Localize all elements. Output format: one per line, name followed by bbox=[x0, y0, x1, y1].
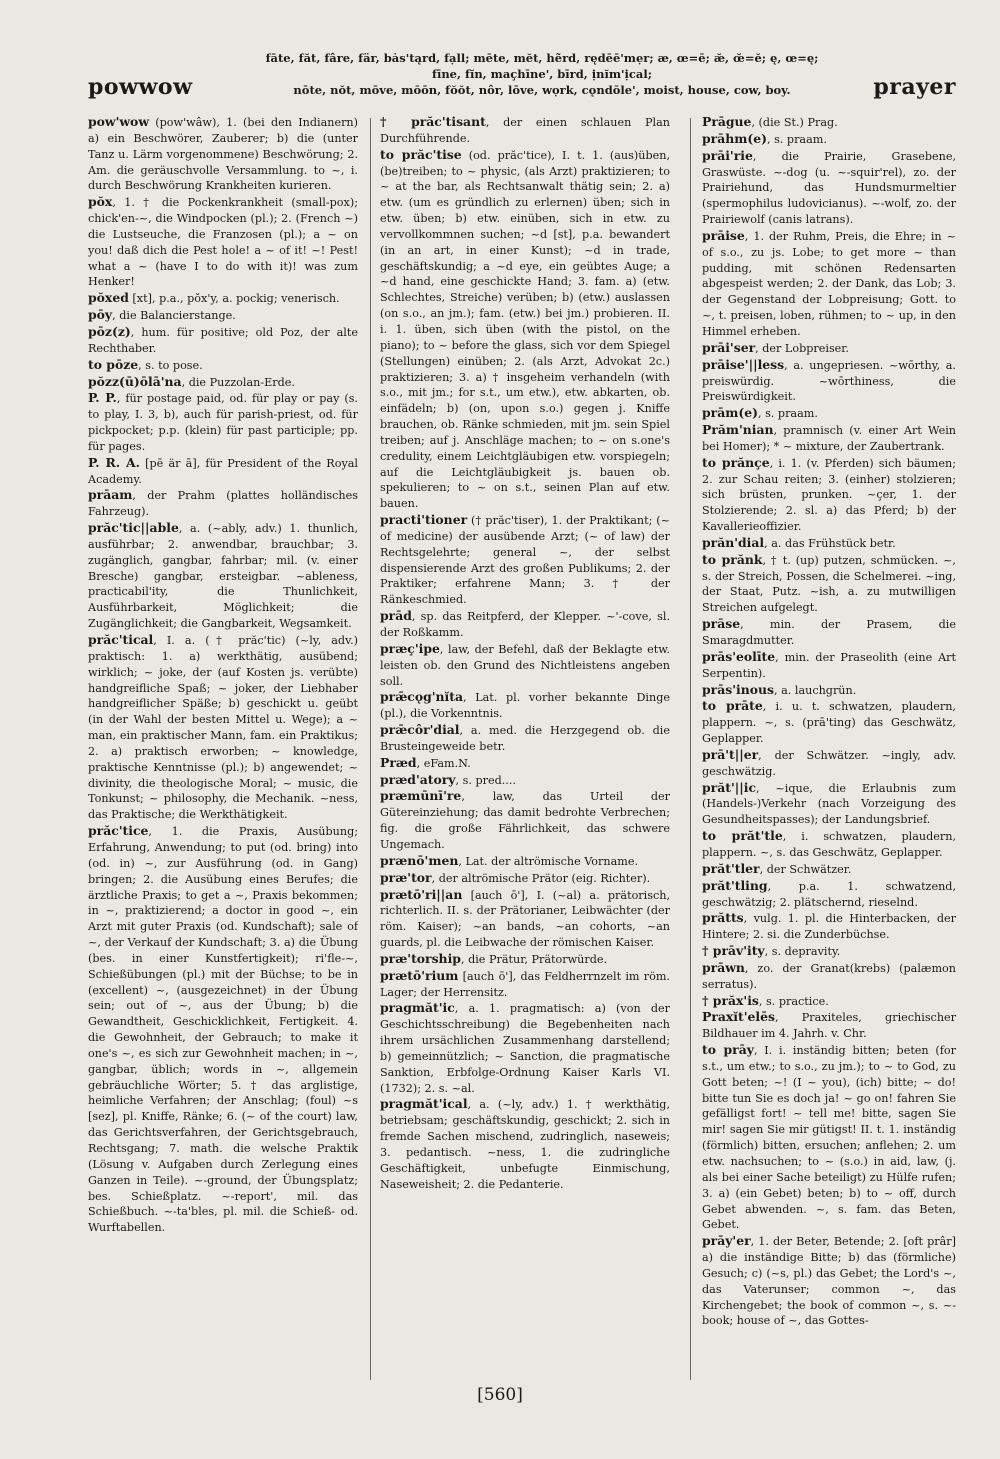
entry-headword: prāi'ser bbox=[702, 339, 756, 355]
dictionary-entry bbox=[702, 357, 956, 406]
entry-headword: to prăt'tle bbox=[702, 828, 783, 844]
dictionary-entry bbox=[380, 755, 670, 772]
entry-definition: , a. (~ably, adv.) 1. thunlich, ausführbar; 2. anwendbar, brauchbar; 3. zugänglich, gangbar, fahrbar; mil. (v. einer Bresche) gangbar, ersteigbar. ~ableness, practicabil'ity, die Thunlichkeit, Ausführbarkeit, Möglichkeit; die Zugänglichkeit; die Gangbarkeit, Wegsamkeit. bbox=[88, 522, 358, 631]
entry-headword: præd'atory bbox=[380, 771, 456, 787]
entry-headword: prās'inous bbox=[702, 681, 774, 697]
entry-definition: , i. u. t. schwatzen, plaudern, plappern. ~, s. (prā'ting) das Geschwätz, Geplapper. bbox=[702, 700, 956, 746]
entry-headword: prătts bbox=[702, 910, 744, 926]
entry-headword: prænō'men bbox=[380, 852, 459, 868]
dictionary-entry bbox=[380, 968, 670, 1001]
entry-headword: prăc'tic||able bbox=[88, 520, 179, 536]
entry-headword: Prāgue bbox=[702, 114, 752, 129]
entry-definition: , die Prätur, Prätorwürde. bbox=[460, 952, 608, 966]
entry-definition: , s. depravity. bbox=[764, 945, 841, 959]
dictionary-entry bbox=[88, 390, 358, 454]
entry-definition: , die Puzzolan-Erde. bbox=[181, 375, 295, 389]
entry-definition: , law, das Urteil der Gütereinziehung; das damit bedrohte Verbrechen; fig. die große Fährlichkeit, das schwere Ungemach. bbox=[380, 790, 670, 851]
entry-definition: , min. der Prasem, die Smaragdmutter. bbox=[702, 618, 956, 647]
entry-headword: † prăc'tisant bbox=[380, 114, 486, 129]
dictionary-entry bbox=[702, 422, 956, 455]
entry-headword: prǣcôr'dial bbox=[380, 722, 460, 738]
entry-definition: , I. a. († prăc'tic) (~ly, adv.) praktisch: 1. a) werkthätig, ausübend; wirklich; ~ joke, der (auf Kosten js. verübte) handgreifliche Spaß; ~ joker, der Liebhaber handgreiflicher Späße; b) geschickt u. geübt (in der Wahl der besten Mittel u. Wege); a ~ man, ein praktischer Mann, fam. ein Praktikus; 2. a) praktisch erworben; ~ knowledge, praktische Kenntnisse (pl.); b) angewendet; ~ divinity, die theologische Moral; ~ music, die Tonkunst; ~ philosophy, die Mechanik. ~ness, das Praktische; die Werkthätigkeit. bbox=[88, 634, 358, 822]
entry-definition: , a. med. die Herzgegend ob. die Brusteingeweide betr. bbox=[380, 724, 670, 753]
guide-word-left: powwow bbox=[88, 74, 193, 100]
dictionary-entry bbox=[88, 520, 358, 632]
dictionary-entry bbox=[702, 960, 956, 993]
entry-definition: , i. schwatzen, plaudern, plappern. ~, s. das Geschwätz, Geplapper. bbox=[702, 830, 956, 859]
entry-definition: , (die St.) Prag. bbox=[751, 116, 838, 129]
entry-definition: , sp. das Reitpferd, der Klepper. ~'-cove, sl. der Roßkamm. bbox=[380, 610, 670, 639]
dictionary-entry bbox=[702, 649, 956, 682]
entry-headword: prăn'dial bbox=[702, 534, 765, 550]
entry-headword: pragmăt'ical bbox=[380, 1096, 468, 1112]
entry-headword: to prăc'tise bbox=[380, 146, 462, 162]
entry-definition: , ~ique, die Erlaubnis zum (Handels-)Verkehr (nach Vorzeigung des Gesundheitspasses); der Landungsbrief. bbox=[702, 781, 956, 827]
dictionary-entry bbox=[380, 887, 670, 951]
entry-definition: , a. (~ly, adv.) 1. † werkthätig, betriebsam; geschäftskundig, geschickt; 2. sich in fremde Sachen mischend, zudringlich, naseweis; 3. pedantisch. ~ness, 1. die zudringliche Geschäftigkeit, unbefugte Einmischung, Naseweisheit; 2. die Pedanterie. bbox=[380, 1098, 670, 1191]
entry-headword: prāwn bbox=[702, 959, 745, 975]
entry-headword: practi'tioner bbox=[380, 512, 468, 528]
entry-definition: († prăc'tiser), 1. der Praktikant; (~ of medicine) der ausübende Arzt; (~ of law) der Rechtsgelehrte; general ~, der selbst dispensierende Arzt des großen Publikums; 2. der Praktiker; erfahrene Mann; 3. † der Ränkeschmied. bbox=[380, 514, 670, 607]
dictionary-entry bbox=[88, 487, 358, 520]
entry-headword: prætō'rium bbox=[380, 967, 459, 983]
dictionary-entry bbox=[702, 682, 956, 699]
entry-definition: , a. 1. pragmatisch: a) (von der Geschichtsschreibung) die Begebenheiten nach ihrem ursächlichen Zusammenhang darstellend; b) gemeinnützlich; ~ Sanction, die pragmatische Sanktion, Erbfolge-Ordnung Kaiser Karls VI. (1732); 2. s. ~al. bbox=[380, 1002, 670, 1095]
entry-definition: , der altrömische Prätor (eig. Richter). bbox=[431, 871, 651, 885]
entry-definition: , i. 1. (v. Pferden) sich bäumen; 2. zur Schau reiten; 3. (einher) stolzieren; sich brüsten, prunken. ~çer, 1. der Stolzierende; 2. sl. a) das Pferd; b) der Kavallerieoffizier. bbox=[702, 456, 956, 534]
dictionary-entry bbox=[380, 870, 670, 887]
dictionary-entry bbox=[88, 307, 358, 324]
entry-headword: prăc'tical bbox=[88, 632, 154, 647]
entry-headword: prāise'||less bbox=[702, 356, 785, 372]
entry-definition: [auch ō'], I. (~al) a. prätorisch, richterlich. II. s. der Prätorianer, Leibwächter (der röm. Kaiser); ~an bands, ~an cohorts, ~an guards, pl. die Leibwache der römischen Kaiser. bbox=[380, 888, 670, 950]
column-right bbox=[702, 114, 956, 1384]
dictionary-entry bbox=[702, 535, 956, 552]
entry-definition: , a. das Frühstück betr. bbox=[764, 536, 896, 550]
entry-definition: , der Prahm (plattes holländisches Fahrzeug). bbox=[88, 489, 358, 519]
entry-definition: , der einen schlauen Plan Durchführende. bbox=[380, 116, 670, 145]
entry-headword: † prăx'is bbox=[702, 992, 759, 1008]
pronunciation-key bbox=[248, 50, 836, 98]
entry-definition: , s. praam. bbox=[766, 132, 827, 146]
entry-headword: to prāte bbox=[702, 698, 763, 714]
entry-headword: to prănk bbox=[702, 551, 763, 567]
dictionary-entry bbox=[702, 114, 956, 131]
entry-definition: , a. lauchgrün. bbox=[773, 683, 857, 697]
page-header bbox=[88, 50, 956, 108]
entry-definition: , der Schwätzer. bbox=[759, 862, 852, 876]
dictionary-entry bbox=[380, 772, 670, 789]
entry-definition: , die Balancierstange. bbox=[112, 309, 236, 323]
entry-definition: , der Lobpreiser. bbox=[755, 341, 849, 355]
dictionary-entry bbox=[380, 853, 670, 870]
dictionary-entry bbox=[380, 1000, 670, 1096]
entry-definition: , 1. der Beter, Betende; 2. [oft prâr] a) die inständige Bitte; b) das (förmliche) Gesuch; c) (~s, pl.) das Gebet; the Lord's ~, das Vaterunser; common ~, das Kirchengebet; the book of common ~, s. ~-book; house of ~, das Gottes- bbox=[702, 1235, 956, 1328]
dictionary-entry bbox=[88, 455, 358, 488]
entry-headword: prā't||er bbox=[702, 746, 759, 762]
entry-definition: (pow'wâw), 1. (bei den Indianern) a) ein Beschwörer, Zauberer; b) die (unter Tanz u. Lärm vorgenommene) Beschwörung; 2. Am. die geräuschvolle Versammlung. to ~, i. durch Beschwörung Krankheiten kurieren. bbox=[88, 116, 358, 193]
entry-definition: , law, der Befehl, daß der Beklagte etw. leisten ob. den Grund des Nichtleistens angeben soll. bbox=[380, 642, 670, 688]
entry-definition: , 1. die Praxis, Ausübung; Erfahrung, Anwendung; to put (od. bring) into (od. in) ~, zur Ausführung (od. in Gang) bringen; 2. die Ausübung eines Berufes; die ärztliche Praxis; to get a ~, Praxis bekommen; in ~, praktizierend; a doctor in good ~, ein Arzt mit guter Praxis (od. Kundschaft); sale of ~, der Verkauf der Kundschaft; 3. a) die Übung (bes. in einer Kunstfertigkeit); ri'fle-~, Schießübungen (pl.) mit der Büchse; to be in (excellent) ~, (ausgezeichnet) in der Übung sein; out of ~, aus der Übung; b) die Gewandtheit, Geschicklichkeit, Fertigkeit. 4. die Gewohnheit, der Gebrauch; to make it one's ~, es sich zur Gewohnheit machen; in ~, gangbar, üblich; words in ~, allgemein gebräuchliche Wörter; 5. † das arglistige, heimliche Verfahren; der Anschlag; (foul) ~s [sez], pl. Kniffe, Ränke; 6. (~ of the court) law, das Gerichtsverfahren, der Gerichtsgebrauch, Rechtsgang; 7. math. die welsche Praktik (Lösung v. Aufgaben durch Zerlegung eines Ganzen in Teile). ~-ground, der Übungsplatz; bes. Schießplatz. ~-report', mil. das Schießbuch. ~-ta'bles, pl. mil. die Schieß- od. Wurftabellen. bbox=[88, 825, 358, 1235]
dictionary-entry bbox=[88, 357, 358, 374]
dictionary-entry bbox=[702, 405, 956, 422]
entry-headword: prāam bbox=[88, 487, 133, 503]
column-middle bbox=[380, 114, 670, 1384]
entry-headword: pŏzz(ū)ōlā'na bbox=[88, 373, 182, 389]
pronunciation-line: nōte, nŏt, mōve, mōōn, fŏŏt, nôr, lōve, wọrk, cǫndōle', moist, house, cow, boy. bbox=[293, 83, 791, 97]
dictionary-entry bbox=[88, 194, 358, 290]
dictionary-entry bbox=[702, 943, 956, 960]
dictionary-entry bbox=[380, 641, 670, 690]
entry-headword: P. P. bbox=[88, 390, 117, 406]
dictionary-entry bbox=[702, 910, 956, 943]
entry-definition: (od. prăc'tice), I. t. 1. (aus)üben, (be)treiben; to ~ physic, (als Arzt) praktizieren; to ~ at the bar, als Rechtsanwalt thätig sein; 2. a) etw. (um es gründlich zu erlernen) üben; sich in etw. üben; b) etw. einüben, sich in etw. zu vervollkommnen suchen; ~d [st], p.a. bewandert (in an art, in einer Kunst); ~d in trade, geschäftskundig; a ~d eye, ein geübtes Auge; a ~d hand, eine geschickte Hand; 3. fam. a) (etw. Schlechtes, Streiche) verüben; b) (etw.) auslassen (on s.o., an jm.); fam. (etw.) bei jm.) probieren. II. i. 1. üben, sich üben (with the pistol, on the piano); to ~ before the glass, sich vor dem Spiegel (Stellungen) einüben; 2. (als Arzt, Advokat 2c.) praktizieren; 3. a) † insgeheim verhandeln (with s.o., mit jm.; for s.t., um etw.), etw. abkarten, ob. einfädeln; b) (on, upon s.o.) gegen j. Kniffe brauchen, ob. Ränke schmieden, mit jm. sein Spiel treiben; auf j. Anschläge machen; to ~ on s.one's credulity, einem Leichtgläubigen etw. vorspiegeln; auf die Leichtgläubigkeit js. bauen ob. spekulieren; to ~ on s.t., seinen Plan auf etw. bauen. bbox=[380, 148, 670, 511]
entry-definition: , zo. der Granat(krebs) (palæmon serratus). bbox=[702, 961, 956, 991]
entry-definition: , pramnisch (v. einer Art Wein bei Homer); * ~ mixture, der Zaubertrank. bbox=[702, 424, 956, 453]
entry-headword: pragmăt'ic bbox=[380, 1000, 455, 1016]
entry-headword: † prāv'ity bbox=[702, 943, 765, 959]
dictionary-entry bbox=[702, 747, 956, 780]
entry-headword: prăt'||ic bbox=[702, 779, 757, 795]
entry-headword: prās'eolīte bbox=[702, 648, 776, 664]
dictionary-entry bbox=[380, 147, 670, 512]
entry-headword: Praxĭt'elēs bbox=[702, 1009, 775, 1025]
pronunciation-line: fīne, fĭn, maçhīne', bīrd, ịnĭm'ịcal; bbox=[432, 67, 652, 81]
entry-definition: , vulg. 1. pl. die Hinterbacken, der Hintere; 2. si. die Zunderbüchse. bbox=[702, 912, 956, 942]
entry-headword: prăt'tler bbox=[702, 860, 760, 876]
entry-headword: præ'torship bbox=[380, 950, 461, 966]
entry-definition: , min. der Praseolith (eine Art Serpentin). bbox=[702, 650, 956, 680]
dictionary-entry bbox=[88, 324, 358, 357]
dictionary-entry bbox=[380, 788, 670, 852]
dictionary-entry bbox=[380, 114, 670, 147]
dictionary-entry bbox=[702, 455, 956, 535]
entry-definition: , s. practice. bbox=[758, 994, 829, 1008]
dictionary-entry bbox=[380, 689, 670, 722]
pronunciation-line: fāte, făt, fâre, fär, bȧs'tąrd, fạll; mēte, mĕt, hẽrd, rędēē'mẹr; æ, œ=ē; æ̆, œ̆=ĕ; ę, œ=ę; bbox=[265, 51, 819, 65]
entry-definition: , der Schwätzer. ~ingly, adv. geschwätzig. bbox=[702, 748, 956, 778]
dictionary-entry bbox=[702, 1009, 956, 1042]
dictionary-entry bbox=[702, 861, 956, 878]
entry-headword: to prănçe bbox=[702, 454, 770, 470]
dictionary-entry bbox=[702, 148, 956, 228]
entry-headword: prǣcǫg'nĭta bbox=[380, 689, 464, 705]
entry-headword: pōy bbox=[88, 307, 113, 323]
entry-headword: præmūnī're bbox=[380, 788, 462, 804]
dictionary-entry bbox=[702, 780, 956, 829]
dictionary-entry bbox=[702, 552, 956, 616]
entry-definition: , 1. † die Pockenkrankheit (small-pox); chick'en-~, die Windpocken (pl.); 2. (French ~) die Lustseuche, die Franzosen (pl.); a ~ on you! daß dich die Pest hole! a ~ of it! ~! Pest! what a ~ (have I to do with it)! was zum Henker! bbox=[88, 196, 358, 289]
entry-headword: prāise bbox=[702, 227, 745, 243]
dictionary-entry bbox=[380, 512, 670, 608]
entry-headword: prăc'tice bbox=[88, 823, 149, 839]
column-left bbox=[88, 114, 358, 1384]
page-number: [560] bbox=[477, 1385, 523, 1405]
dictionary-entry bbox=[702, 828, 956, 861]
dictionary-entry bbox=[702, 1233, 956, 1329]
entry-definition: , Lat. pl. vorher bekannte Dinge (pl.), die Vorkenntnis. bbox=[380, 691, 670, 721]
dictionary-entry bbox=[702, 228, 956, 340]
entry-headword: pŏxed bbox=[88, 290, 129, 306]
entry-headword: præ'tor bbox=[380, 869, 432, 885]
dictionary-entry bbox=[380, 608, 670, 641]
dictionary-entry bbox=[88, 114, 358, 194]
entry-definition: , die Prairie, Grasebene, Graswüste. ~-dog (u. ~-squir'rel), zo. der Prairiehund, das Hundsmurmeltier (spermophilus ludovicianus). ~-wolf, zo. der Prairiewolf (canis latrans). bbox=[702, 149, 956, 227]
column-divider bbox=[690, 118, 691, 1380]
entry-definition: , Lat. der altrömische Vorname. bbox=[458, 854, 639, 868]
entry-definition: , a. ungepriesen. ~wōrthy, a. preiswürdig. ~wōrthiness, die Preiswürdigkeit. bbox=[702, 358, 956, 404]
entry-headword: pow'wow bbox=[88, 114, 149, 129]
entry-headword: prætō'ri||an bbox=[380, 886, 463, 902]
entry-definition: [auch ō'], das Feldherrnzelt im röm. Lager; der Herrensitz. bbox=[380, 969, 670, 999]
entry-headword: pōz(z) bbox=[88, 323, 131, 339]
entry-headword: prāhm(e) bbox=[702, 130, 767, 146]
dictionary-entry bbox=[702, 698, 956, 747]
entry-definition: , eFam.N. bbox=[416, 756, 471, 770]
entry-definition: , † t. (up) putzen, schmücken. ~, s. der Streich, Possen, die Schelmerei. ~ing, der Staat, Putz. ~ish, a. zu mutwilligen Streichen aufgelegt. bbox=[702, 553, 956, 615]
entry-definition: , 1. der Ruhm, Preis, die Ehre; in ~ of s.o., zu js. Lobe; to get more ~ than pudding, mit schönen Redensarten abgespeist werden; 2. der Dank, das Lob; 3. der Gegenstand der Lobpreisung; Gott. to ~, t. preisen, loben, rühmen; to ~ up, in den Himmel erheben. bbox=[702, 229, 956, 338]
entry-headword: prām(e) bbox=[702, 405, 758, 421]
dictionary-entry bbox=[702, 131, 956, 148]
dictionary-entry bbox=[88, 823, 358, 1236]
entry-definition: , s. pred.... bbox=[455, 773, 516, 787]
dictionary-entry bbox=[702, 340, 956, 357]
entry-headword: Prăm'nian bbox=[702, 422, 774, 438]
entry-headword: prāse bbox=[702, 616, 741, 632]
column-divider bbox=[370, 118, 371, 1380]
entry-headword: prād bbox=[380, 608, 412, 624]
entry-headword: prăt'tling bbox=[702, 877, 768, 893]
entry-headword: pŏx bbox=[88, 194, 113, 210]
entry-headword: prāi'rie bbox=[702, 147, 753, 163]
guide-word-right: prayer bbox=[873, 74, 956, 100]
dictionary-entry bbox=[380, 1096, 670, 1192]
dictionary-entry bbox=[88, 374, 358, 391]
entry-definition: , s. praam. bbox=[757, 407, 818, 421]
entry-definition: [xt], p.a., pŏx'y, a. pockig; venerisch. bbox=[128, 292, 340, 306]
entry-definition: , I. i. inständig bitten; beten (for s.t., um etw.; to s.o., zu jm.); to ~ to God, zu Gott beten; ~! (I ~ you), (ich) bitte; ~ do! bitte tun Sie es doch ja! ~ go on! fahren Sie gefälligst fort! ~ tell me! bitte, sagen Sie mir! sagen Sie mir gütigst! II. t. 1. inständig (förmlich) bitten, ersuchen; anflehen; 2. um etw. nachsuchen; to ~ (s.o.) in aid, law, (j. als bei einer Sache beteiligt) zu Hülfe rufen; 3. a) (ein Gebet) beten; b) to ~ off, durch Gebet abwenden. ~, s. fam. das Beten, Gebet. bbox=[702, 1044, 956, 1232]
entry-headword: Præd bbox=[380, 754, 417, 770]
entry-definition: , für postage paid, od. für play or pay (s. to play, I. 3, b), auch für parish-priest, od. für pickpocket; p.p. (klein) für past participle; pp. für pages. bbox=[88, 392, 358, 453]
entry-definition: , p.a. 1. schwatzend, geschwätzig; 2. plätschernd, rieselnd. bbox=[702, 879, 956, 909]
dictionary-entry bbox=[380, 722, 670, 755]
dictionary-entry bbox=[702, 878, 956, 911]
entry-definition: , s. to pose. bbox=[138, 358, 203, 372]
entry-definition: , hum. für positive; old Poz, der alte Rechthaber. bbox=[88, 325, 358, 355]
entry-headword: to pōze bbox=[88, 356, 139, 372]
dictionary-entry bbox=[88, 632, 358, 823]
dictionary-entry bbox=[88, 290, 358, 307]
entry-headword: præç'ipe bbox=[380, 640, 440, 656]
dictionary-entry bbox=[702, 993, 956, 1010]
entry-headword: to prāy bbox=[702, 1042, 754, 1058]
entry-headword: prāy'er bbox=[702, 1233, 751, 1249]
entry-headword: P. R. A. bbox=[88, 454, 140, 470]
dictionary-entry bbox=[702, 616, 956, 649]
dictionary-entry bbox=[702, 1042, 956, 1233]
entry-definition: [pē är ā], für President of the Royal Academy. bbox=[88, 456, 358, 486]
entry-definition: , Praxiteles, griechischer Bildhauer im 4. Jahrh. v. Chr. bbox=[702, 1011, 956, 1041]
dictionary-entry bbox=[380, 951, 670, 968]
